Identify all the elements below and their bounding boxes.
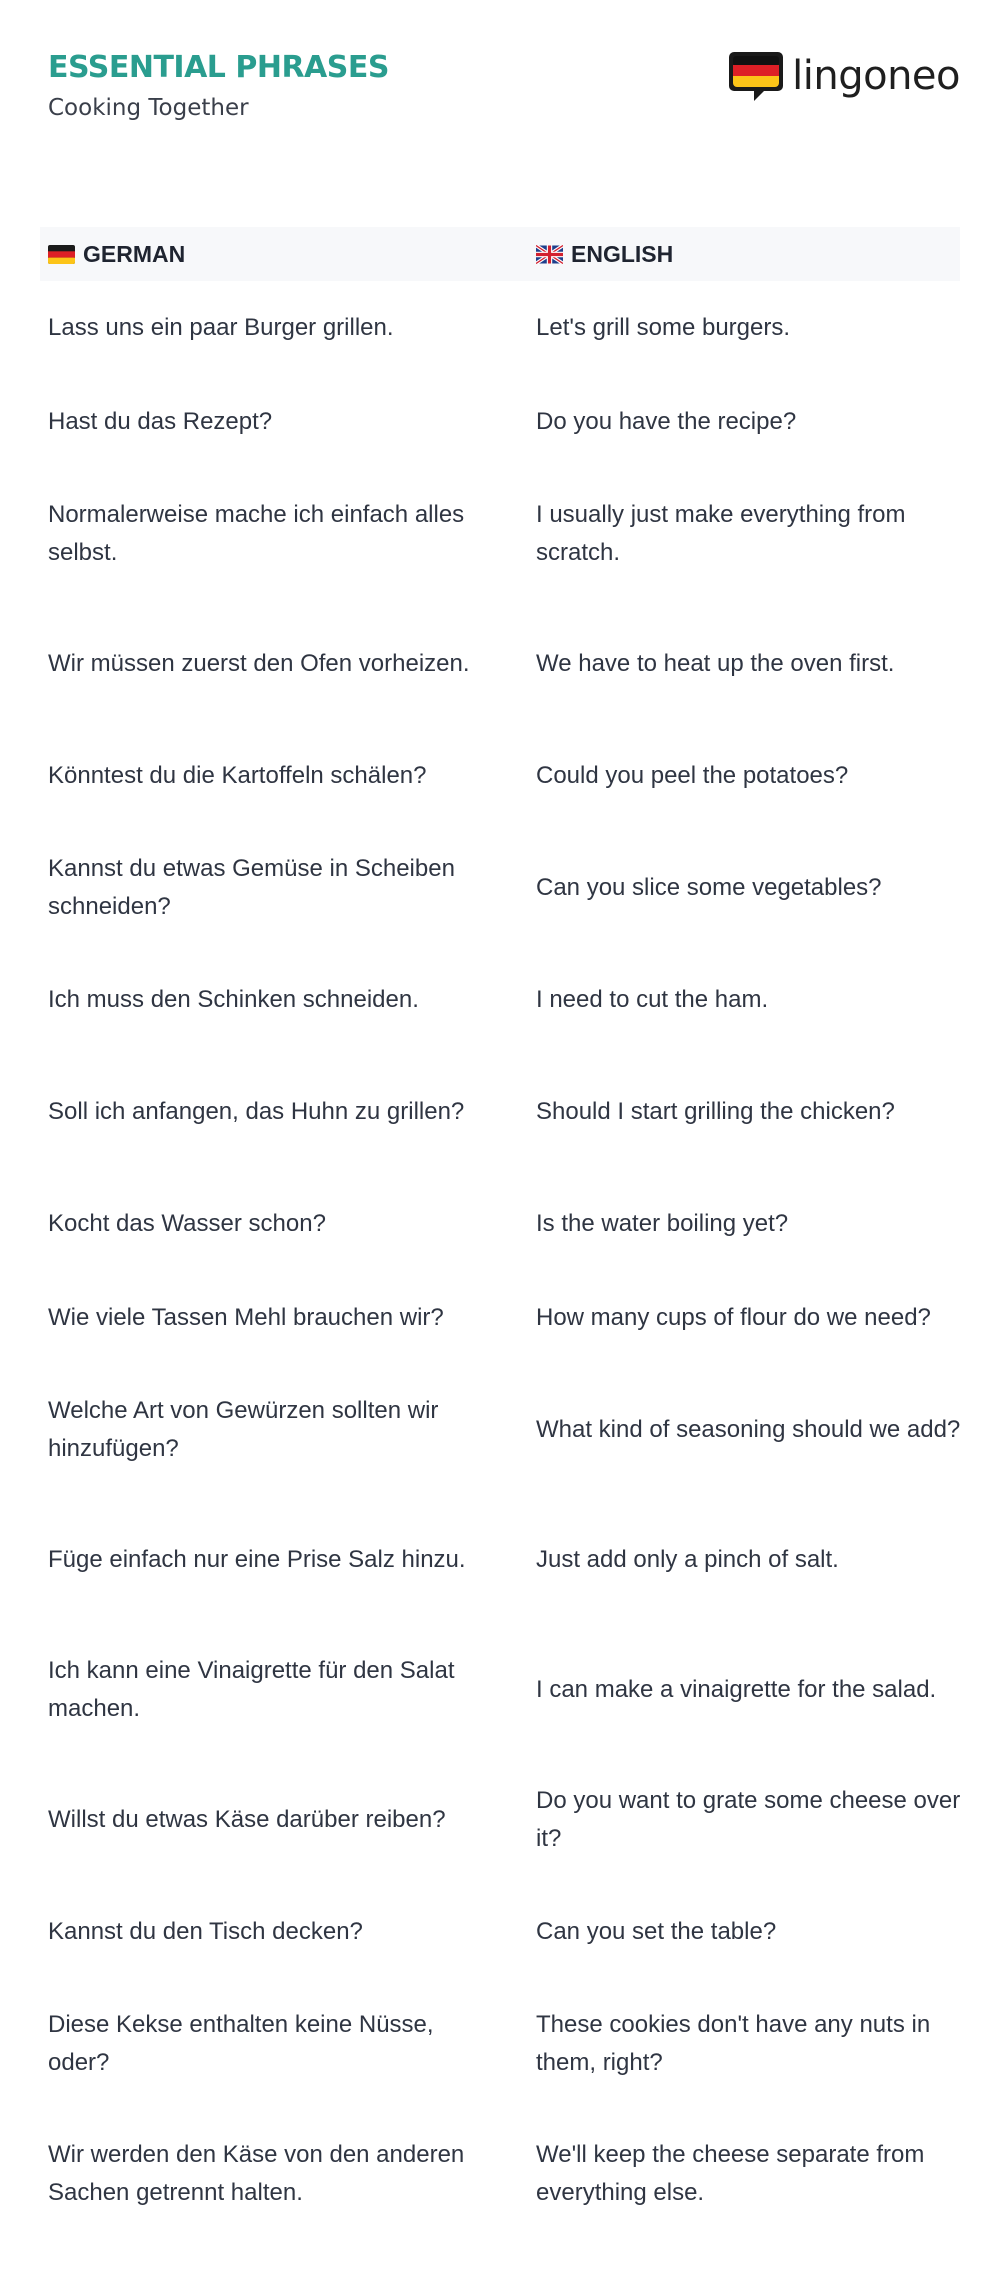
- phrase-row: [48, 469, 960, 599]
- english-phrase: Is the water boiling yet?: [536, 1210, 789, 1237]
- english-phrase: I can make a vinaigrette for the salad.: [536, 1676, 937, 1703]
- english-phrase: Do you want to grate some cheese over it?: [536, 1787, 961, 1852]
- english-phrase: Can you set the table?: [536, 1918, 777, 1945]
- english-phrase: Do you have the recipe?: [536, 408, 797, 435]
- english-phrase: Should I start grilling the chicken?: [536, 1098, 895, 1125]
- english-phrase: We have to heat up the oven first.: [536, 650, 895, 677]
- phrase-row: [48, 375, 960, 469]
- column-label-german: GERMAN: [83, 240, 186, 267]
- uk-flag-icon: [536, 245, 563, 264]
- phrase-row: [48, 1271, 960, 1365]
- german-phrase: Wir werden den Käse von den anderen Sachen getrennt halten.: [48, 2141, 465, 2206]
- german-phrase: Könntest du die Kartoffeln schälen?: [48, 762, 427, 789]
- german-phrase: Willst du etwas Käse darüber reiben?: [48, 1806, 446, 1833]
- phrase-row: [48, 281, 960, 375]
- phrase-row: [48, 1755, 960, 1885]
- english-phrase: How many cups of flour do we need?: [536, 1304, 931, 1331]
- german-phrase: Kocht das Wasser schon?: [48, 1210, 326, 1237]
- english-phrase: These cookies don't have any nuts in them, right?: [536, 2011, 931, 2076]
- phrase-row: [48, 1047, 960, 1177]
- english-phrase: I need to cut the ham.: [536, 986, 769, 1013]
- phrase-row: [48, 729, 960, 823]
- german-phrase: Welche Art von Gewürzen sollten wir hinzufügen?: [48, 1397, 439, 1462]
- german-phrase: Hast du das Rezept?: [48, 408, 273, 435]
- column-header-german: [48, 227, 185, 281]
- english-phrase: Let's grill some burgers.: [536, 314, 791, 341]
- english-phrase: We'll keep the cheese separate from everything else.: [536, 2141, 925, 2206]
- page-header: [48, 46, 389, 124]
- phrase-row: [48, 1495, 960, 1625]
- german-phrase: Kannst du den Tisch decken?: [48, 1918, 363, 1945]
- phrase-row: [48, 1979, 960, 2109]
- german-phrase: Ich muss den Schinken schneiden.: [48, 986, 419, 1013]
- english-phrase: Just add only a pinch of salt.: [536, 1546, 839, 1573]
- german-flag-speech-bubble-icon: [728, 50, 784, 102]
- column-header-english: [536, 227, 673, 281]
- logo-wordmark: lingoneo: [792, 53, 960, 99]
- english-phrase: Could you peel the potatoes?: [536, 762, 849, 789]
- german-phrase: Wir müssen zuerst den Ofen vorheizen.: [48, 650, 470, 677]
- german-flag-icon: [48, 245, 75, 264]
- phrase-row: [48, 1365, 960, 1495]
- phrase-row: [48, 1177, 960, 1271]
- page-subtitle: Cooking Together: [48, 95, 249, 121]
- german-phrase: Füge einfach nur eine Prise Salz hinzu.: [48, 1546, 466, 1573]
- phrase-row: [48, 1625, 960, 1755]
- phrase-row: [48, 599, 960, 729]
- german-phrase: Lass uns ein paar Burger grillen.: [48, 314, 394, 341]
- page-title: ESSENTIAL PHRASES: [48, 50, 389, 85]
- german-phrase: Diese Kekse enthalten keine Nüsse, oder?: [48, 2011, 434, 2076]
- english-phrase: I usually just make everything from scratch.: [536, 501, 906, 566]
- german-phrase: Kannst du etwas Gemüse in Scheiben schneiden?: [48, 855, 455, 920]
- column-label-english: ENGLISH: [571, 240, 674, 267]
- table-header: [40, 227, 960, 281]
- phrase-table-body: [48, 281, 960, 2239]
- english-phrase: What kind of seasoning should we add?: [536, 1416, 961, 1443]
- german-phrase: Wie viele Tassen Mehl brauchen wir?: [48, 1304, 444, 1331]
- english-phrase: Can you slice some vegetables?: [536, 874, 882, 901]
- german-phrase: Ich kann eine Vinaigrette für den Salat machen.: [48, 1657, 455, 1722]
- phrase-row: [48, 1885, 960, 1979]
- german-phrase: Normalerweise mache ich einfach alles selbst.: [48, 501, 465, 566]
- phrase-row: [48, 823, 960, 953]
- phrase-row: [48, 953, 960, 1047]
- german-phrase: Soll ich anfangen, das Huhn zu grillen?: [48, 1098, 465, 1125]
- phrase-row: [48, 2109, 960, 2239]
- lingoneo-logo: [728, 50, 960, 102]
